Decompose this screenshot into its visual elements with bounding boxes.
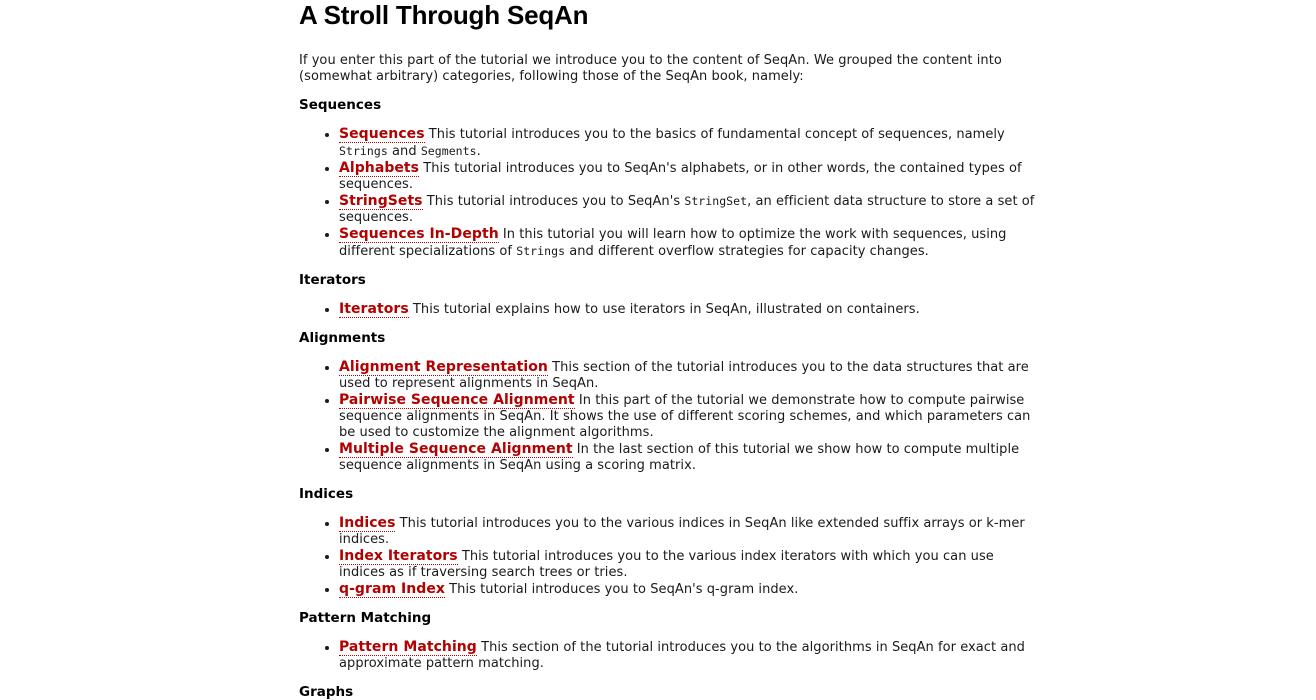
list-item bbox=[339, 193, 1039, 226]
link-alignment-representation[interactable]: Alignment Representation bbox=[339, 359, 548, 375]
page-title: A Stroll Through SeqAn bbox=[299, 0, 589, 30]
list-item bbox=[339, 226, 1039, 260]
section-heading-pattern-matching: Pattern Matching bbox=[299, 610, 432, 626]
code-strings: Strings bbox=[339, 144, 388, 158]
code-strings: Strings bbox=[516, 244, 566, 258]
link-stringsets[interactable]: StringSets bbox=[339, 193, 423, 209]
item-description: This tutorial explains how to use iterators in SeqAn, illustrated on containers. bbox=[408, 302, 920, 317]
item-description: This section of the tutorial introduces you to the algorithms in SeqAn for exact and approximate pattern matching. bbox=[339, 640, 1025, 671]
item-description: In the last section of this tutorial we show how to compute multiple sequence alignments in SeqAn using a scoring matrix. bbox=[339, 442, 1020, 473]
sequences-list bbox=[299, 126, 1039, 260]
item-description: This tutorial introduces you to SeqAn's q-gram index. bbox=[445, 582, 799, 597]
list-item bbox=[339, 301, 1039, 318]
item-description: and different overflow strategies for capacity changes. bbox=[565, 244, 929, 259]
list-item bbox=[339, 126, 1039, 160]
item-description: This tutorial introduces you to SeqAn's alphabets, or in other words, the contained types of sequences. bbox=[339, 161, 1022, 192]
list-item bbox=[339, 359, 1039, 392]
code-segments: Segments bbox=[420, 144, 477, 158]
link-multiple-sequence-alignment[interactable]: Multiple Sequence Alignment bbox=[339, 441, 573, 457]
item-description: This section of the tutorial introduces you to the data structures that are used to represent alignments in SeqAn. bbox=[339, 360, 1029, 391]
link-alphabets[interactable]: Alphabets bbox=[339, 160, 420, 176]
item-description: This tutorial introduces you to the various indices in SeqAn like extended suffix arrays or k-mer indices. bbox=[339, 516, 1025, 547]
pattern-matching-list bbox=[299, 639, 1039, 672]
link-pairwise-sequence-alignment[interactable]: Pairwise Sequence Alignment bbox=[339, 392, 575, 408]
link-sequences-in-depth[interactable]: Sequences In-Depth bbox=[339, 226, 499, 242]
link-q-gram-index[interactable]: q-gram Index bbox=[339, 581, 445, 597]
item-description: This tutorial introduces you to the various index iterators with which you can use indices as if traversing search trees or tries. bbox=[339, 549, 994, 580]
item-description: This tutorial introduces you to the basics of fundamental concept of sequences, namely bbox=[424, 127, 1005, 142]
item-description: In this part of the tutorial we demonstrate how to compute pairwise sequence alignments in SeqAn. It shows the use of different scoring schemes, and which parameters can be used to customize the alignment algorithms. bbox=[339, 393, 1031, 440]
list-item bbox=[339, 581, 1039, 598]
link-iterators[interactable]: Iterators bbox=[339, 301, 409, 317]
item-description: , an efficient data structure to store a set of sequences. bbox=[339, 194, 1035, 225]
link-sequences[interactable]: Sequences bbox=[339, 126, 425, 142]
section-heading-sequences: Sequences bbox=[299, 97, 382, 113]
item-description: This tutorial introduces you to SeqAn's bbox=[422, 194, 685, 209]
tutorial-page bbox=[299, 0, 1039, 700]
section-heading-graphs: Graphs bbox=[299, 684, 354, 700]
item-description: . bbox=[476, 144, 481, 159]
link-pattern-matching[interactable]: Pattern Matching bbox=[339, 639, 477, 655]
link-indices[interactable]: Indices bbox=[339, 515, 396, 531]
link-index-iterators[interactable]: Index Iterators bbox=[339, 548, 458, 564]
list-item bbox=[339, 392, 1039, 441]
item-description: In this tutorial you will learn how to optimize the work with sequences, using different specializations of bbox=[339, 227, 1007, 259]
list-item bbox=[339, 639, 1039, 672]
list-item bbox=[339, 548, 1039, 581]
intro-paragraph: If you enter this part of the tutorial we introduce you to the content of SeqAn. We grouped the content into (somewhat arbitrary) categories, following those of the SeqAn book, namely: bbox=[299, 53, 1002, 84]
alignments-list bbox=[299, 359, 1039, 474]
section-heading-indices: Indices bbox=[299, 486, 354, 502]
item-description: and bbox=[387, 144, 421, 159]
section-heading-iterators: Iterators bbox=[299, 272, 366, 288]
section-heading-alignments: Alignments bbox=[299, 330, 386, 346]
indices-list bbox=[299, 515, 1039, 598]
code-stringset: StringSet bbox=[684, 194, 748, 208]
list-item bbox=[339, 441, 1039, 474]
iterators-list bbox=[299, 301, 1039, 318]
list-item bbox=[339, 515, 1039, 548]
list-item bbox=[339, 160, 1039, 193]
